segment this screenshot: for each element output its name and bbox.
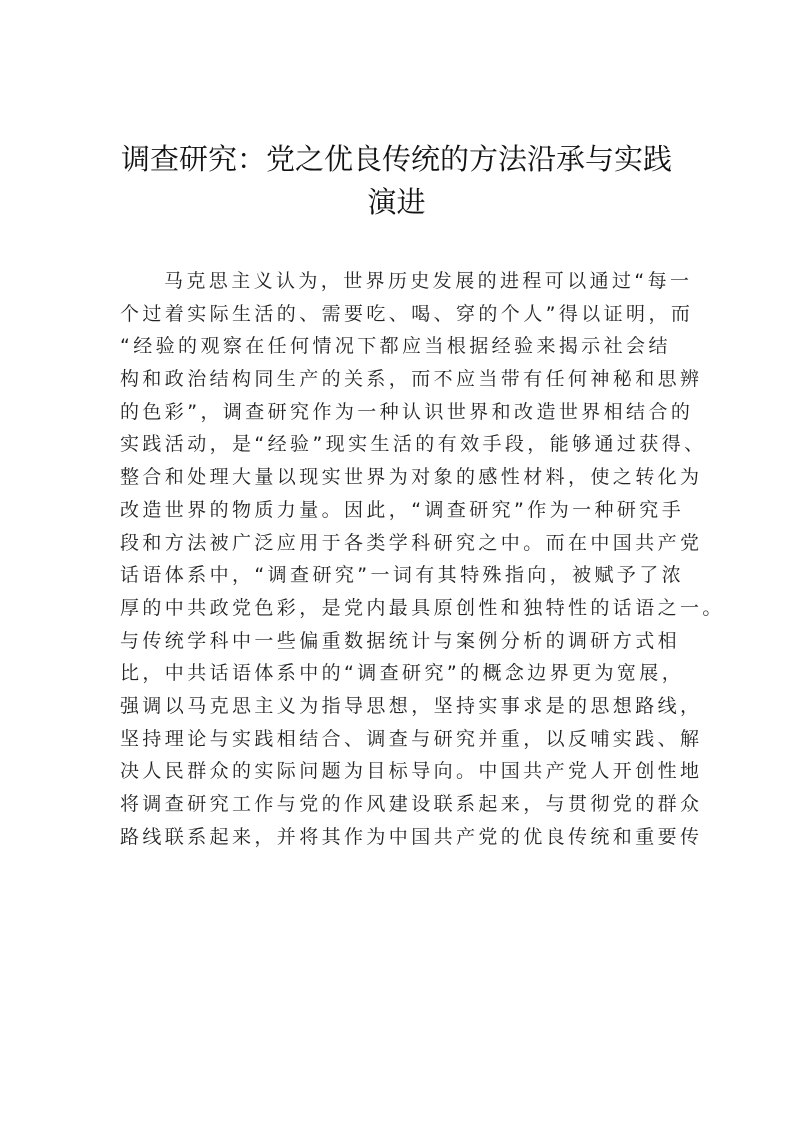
- document-title: [100, 138, 693, 224]
- text-line: 的色彩”，调查研究作为一种认识世界和改造世界相结合的: [120, 400, 694, 423]
- text-line: 将调查研究工作与党的作风建设联系起来，与贯彻党的群众: [120, 793, 703, 815]
- text-line: 路线联系起来，并将其作为中国共产党的优良传统和重要传: [120, 825, 703, 848]
- title-line-1: 调查研究：党之优良传统的方法沿承与实践: [120, 142, 672, 176]
- title-line-2: 演进: [367, 185, 426, 219]
- body-paragraph: [120, 265, 725, 853]
- text-line: 实践活动，是“经验”现实生活的有效手段，能够通过获得、: [120, 433, 707, 456]
- text-line: 马克思主义认为，世界历史发展的进程可以通过“每一: [164, 270, 693, 292]
- text-line: 构和政治结构同生产的关系，而不应当带有任何神秘和思辨: [120, 368, 703, 391]
- text-line: 话语体系中，“调查研究”一词有其特殊指向，被赋予了浓: [120, 564, 685, 587]
- text-line: 比，中共话语体系中的“调查研究”的概念边界更为宽展，: [120, 662, 685, 685]
- text-line: 厚的中共政党色彩，是党内最具原创性和独特性的话语之一。: [120, 596, 725, 619]
- text-line: 与传统学科中一些偏重数据统计与案例分析的调研方式相: [120, 629, 681, 652]
- text-line: 整合和处理大量以现实世界为对象的感性材料，使之转化为: [120, 466, 703, 489]
- text-line: 强调以马克思主义为指导思想，坚持实事求是的思想路线，: [120, 694, 703, 717]
- text-line: “经验的观察在任何情况下都应当根据经验来揭示社会结: [120, 335, 671, 358]
- text-line: 坚持理论与实践相结合、调查与研究并重，以反哺实践、解: [120, 727, 703, 750]
- text-line: 决人民群众的实际问题为目标导向。中国共产党人开创性地: [120, 760, 703, 783]
- text-line: 段和方法被广泛应用于各类学科研究之中。而在中国共产党: [120, 531, 703, 554]
- text-line: 改造世界的物质力量。因此，“调查研究”作为一种研究手: [120, 498, 685, 521]
- text-line: 个过着实际生活的、需要吃、喝、穿的个人”得以证明，而: [120, 302, 694, 325]
